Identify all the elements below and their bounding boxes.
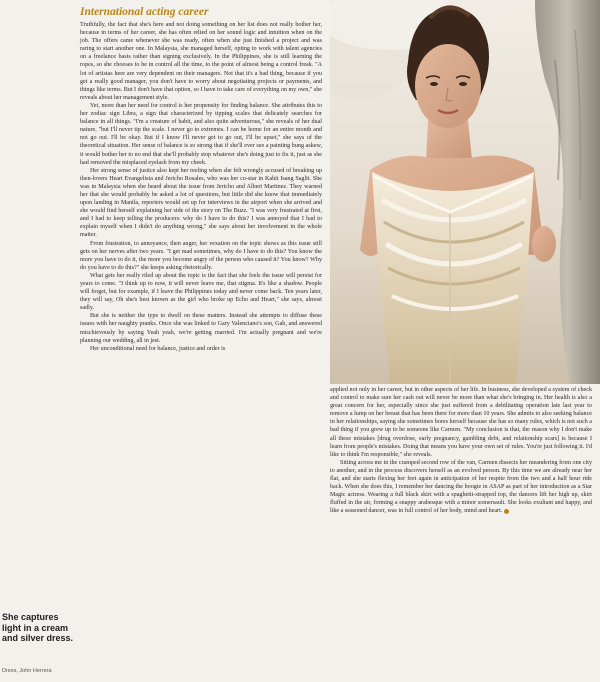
left-article-column: [80, 6, 322, 353]
article-paragraph-text: Sitting across me in the cramped second row of the van, Carmen dissects her meandering from one city to another, and in the process discovers herself as an evolved person. By this time we are already near her flat, and she starts flexing her feet again in anticipation of her respite from the two and a half hour ride back. When she does this, I remember her dancing the boogie in ASAP as part of her introduction as a Star Magic actress. Wearing a full black skirt with a spaghetti-strapped top, the dancers lift her high up, skirt fluffed in the air, forming a snappy arabesque with a minor somersault. She looks exultant and happy, and like a seasoned dancer, was in full control of her body, mind and heart.: [330, 459, 592, 515]
end-mark-icon: [504, 509, 509, 514]
article-paragraph: [330, 459, 592, 516]
article-paragraph: Her unconditional need for balance, justice and order is: [90, 345, 226, 352]
article-paragraph: Her strong sense of justice also kept her reeling when she felt wrongly accused of breaking up then-lovers Heart Evangelista and Jericho Rosales, who was her co-star in Kahit Isang Saglit. She was in Malaysia when she heard about the issue from Jericho and Albert Martinez. They warned her that she would probably be asked a lot of questions, but little did she know that immediately upon landing in Manila, reporters would set up for interviews in the airport when she arrived and she would find herself explaining her side of the story on The Buzz. "I was very frustrated at first, and I had to keep telling the producers: why do I have to do this? I was annoyed that I had to explain myself when I didn't do anything wrong," she says about her involvement in the whole matter.: [80, 167, 322, 239]
article-paragraph: applied not only in her career, but in other aspects of her life. In business, she developed a system of check and control to make sure her cash out will never be more than what she's bringing in. Her health is also a great concern for her, especially since she just suffered from a debilitating operation late last year to remove a lump on her breast that has been there for more than 10 years. She admits to also seeking balance in her relationships, saying she sometimes bores herself because she has so many rules, which is not such a bad thing if you grew up to be someone like Carmen. "My conclusion is that, the reason why I don't make all these mistakes [drug overdose, early pregnancy, gambling debt, and relationship scars] is because I learn from people's mistakes. Doing that means you have your own set of rules. You're just following it. I'd like to think I'm responsible," she reveals.: [330, 387, 592, 458]
article-paragraph: From frustration, to annoyance, then anger, her vexation on the topic shows as this issue still gets on her nerves after two years. "I get mad sometimes, why do I have to do this? You know the more you have to do it, the more you become angry of the person who caused it? You know? Why do you have to do this?" she keeps asking rhetorically.: [80, 240, 322, 271]
article-paragraph: But she is neither the type to dwell on these matters. Instead she attempts to diffuse these issues with her naughty pranks. Once she was linked to Gary Valenciano's son, Gab, and answered mischievously by saying Yeah yeah, we're getting married. I'm actually pregnant and we're planning our wedding, all in jest.: [80, 313, 322, 344]
article-paragraph: Yet, more than her need for control is her propensity for finding balance. She attributes this to her zodiac sign Libra, a sign that characterized by tipping scales that delicately searches for balance in all things. "I'm a creature of habit, and also quite adventurous," she reveals of her dual nature, "but I'll never tip the scale. I never go to extremes. I can be home for an entire month and not go out. I'll be okay. But if I know I'll never get to go out, I'll be upset," she says of the theoretical situation. Her sense of balance is so strong that if she'll ever see a painting hung askew, it would bother her to no end that she'll probably stop whatever she's doing just to fix it, just as she had removed the misplaced eyelash from my cheek.: [80, 102, 322, 166]
photo-credit: Dress, John Herrera: [2, 668, 52, 674]
article-paragraph: What gets her really riled up about the topic is the fact that she feels the issue will persist for years to come. "I think up to now, it will never leave me, that stigma. It's like a shadow. People will forget, but for example, if I leave the Philippines today and never come back. Ten years later, they will say, Oh she's best known as the girl who broke up Echo and Heart," she says, almost sadly.: [80, 272, 322, 312]
section-title: International acting career: [80, 6, 209, 18]
portrait-photo: [330, 0, 600, 384]
article-paragraph: Truthfully, the fact that she's here and not doing something on her list does not really bother her, because in terms of her career, she has often relied on her sound logic and intuition when on the job. The offers came whenever she was ready, often when she just finished a project and was raring to start another one. In Malaysia, she managed herself, opting to work with talent agencies on a freelance basis rather than signing exclusively. In the Philippines, she is still learning the ropes, so she chooses to be in control all the time, to the point of almost being a control freak. "A lot of artistas here are very dependent on their managers. Not that it's a bad thing, because if you get a really good manager, you don't have to worry about negotiating projects or payments, and things like terms. But I don't have that option, so I have to take care of everything on my own," she reveals about her management style.: [80, 22, 322, 101]
portrait-illustration: [330, 0, 600, 384]
photo-caption: She captures light in a cream and silver dress.: [2, 612, 74, 643]
right-article-column: [330, 386, 592, 516]
